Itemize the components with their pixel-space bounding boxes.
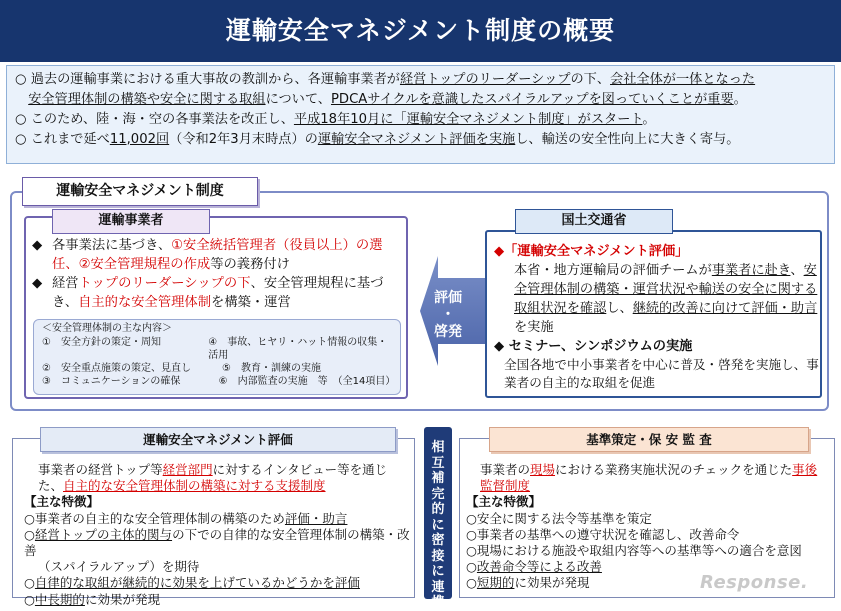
page-title: 運輸安全マネジメント制度の概要	[0, 0, 841, 62]
list-item: ○中長期的に効果が発現	[24, 591, 160, 607]
watermark-logo: Response.	[700, 572, 809, 593]
mlit-heading-1: ◆「運輸安全マネジメント評価」	[494, 244, 689, 259]
evaluation-features-heading: 【主な特徴】	[24, 494, 100, 510]
cooperation-label: 相 互 補 完 的 に 密 接 に 連 携	[431, 440, 445, 610]
diamond-icon: ◆	[32, 238, 43, 253]
operator-bullet-1: ◆ 各事業法に基づき、①安全統括管理者（役員以上）の選任、②安全管理規程の作成等の義務付け	[32, 238, 383, 272]
evaluation-content	[24, 462, 412, 608]
arrow-label: 評価 ・ 啓発	[434, 290, 462, 340]
standards-tab: 基準策定・保 安 監 査	[489, 427, 809, 452]
standards-features-heading: 【主な特徴】	[466, 494, 542, 510]
list-item: ② 安全重点施策の策定、見直し ⑤ 教育・訓練の実施	[42, 363, 321, 374]
intro-line-1: ○ 過去の運輸事業における重大事故の教訓から、各運輸事業者が経営トップのリーダーシップの下、会社全体が一体となった	[15, 72, 756, 87]
list-item: ○事業者の基準への遵守状況を確認し、改善命令	[466, 526, 740, 542]
list-item: ○経営トップの主体的関与の下での自律的な安全管理体制の構築・改善 （スパイラルアップ）を期待	[24, 526, 410, 575]
system-label: 運輸安全マネジメント制度	[22, 177, 258, 206]
mlit-paragraph-1: 本省・地方運輸局の評価チームが事業者に赴き、安全管理体制の構築・運営状況や輸送の安全に関する取組状況を確認し、継続的改善に向けて評価・助言を実施	[514, 263, 818, 335]
list-item: ○安全に関する法令等基準を策定	[466, 510, 652, 526]
mlit-paragraph-2: 全国各地で中小事業者を中心に普及・啓発を実施し、事業者の自主的な取組を促進	[504, 357, 819, 390]
list-item: ○改善命令等による改善	[466, 559, 602, 575]
list-item: ○短期的に効果が発現	[466, 575, 590, 591]
operator-tab: 運輸事業者	[52, 209, 210, 234]
list-item: ③ コミュニケーションの確保 ⑥ 内部監査の実施 等 （全14項目）	[42, 376, 396, 387]
intro-line-3: ○ このため、陸・海・空の各事業法を改正し、平成18年10月に「運輸安全マネジメント制度」がスタート。	[15, 112, 656, 127]
list-item: ○自律的な取組が継続的に効果を上げているかどうかを評価	[24, 575, 360, 591]
mlit-tab: 国土交通省	[515, 209, 673, 234]
mlit-content	[494, 242, 820, 392]
mlit-heading-2: ◆ セミナー、シンポジウムの実施	[494, 339, 693, 354]
operator-list	[32, 236, 404, 312]
standards-summary: 事業者の現場における業務実施状況のチェックを通じた事後監督制度	[480, 462, 818, 494]
diamond-icon: ◆	[32, 276, 43, 291]
list-item: ○現場における施設や取組内容等への基準等への適合を意図	[466, 543, 802, 559]
intro-box	[6, 65, 835, 164]
evaluation-tab: 運輸安全マネジメント評価	[40, 427, 396, 452]
intro-line-4: ○ これまで延べ11,002回（令和2年3月末時点）の運輸安全マネジメント評価を実施し、輸送の安全性向上に大きく寄与。	[15, 132, 740, 147]
safety-system-contents	[33, 319, 401, 395]
safety-system-title: ＜安全管理体制の主な内容＞	[42, 323, 172, 334]
operator-bullet-2: ◆ 経営トップのリーダーシップの下、安全管理規程に基づき、自主的な安全管理体制を構築・運営	[32, 276, 384, 310]
evaluation-summary: 事業者の経営トップ等経営部門に対するインタビュー等を通じた、自主的な安全管理体制の構築に対する支援制度	[38, 462, 388, 494]
intro-line-2: 安全管理体制の構築や安全に関する取組について、PDCAサイクルを意識したスパイラルアップを図っていくことが重要。	[28, 92, 747, 107]
list-item: ○事業者の自主的な安全管理体制の構築のため評価・助言	[24, 510, 348, 526]
list-item: ① 安全方針の策定・周知 ④ 事故、ヒヤリ・ハット情報の収集・活用	[42, 337, 388, 361]
